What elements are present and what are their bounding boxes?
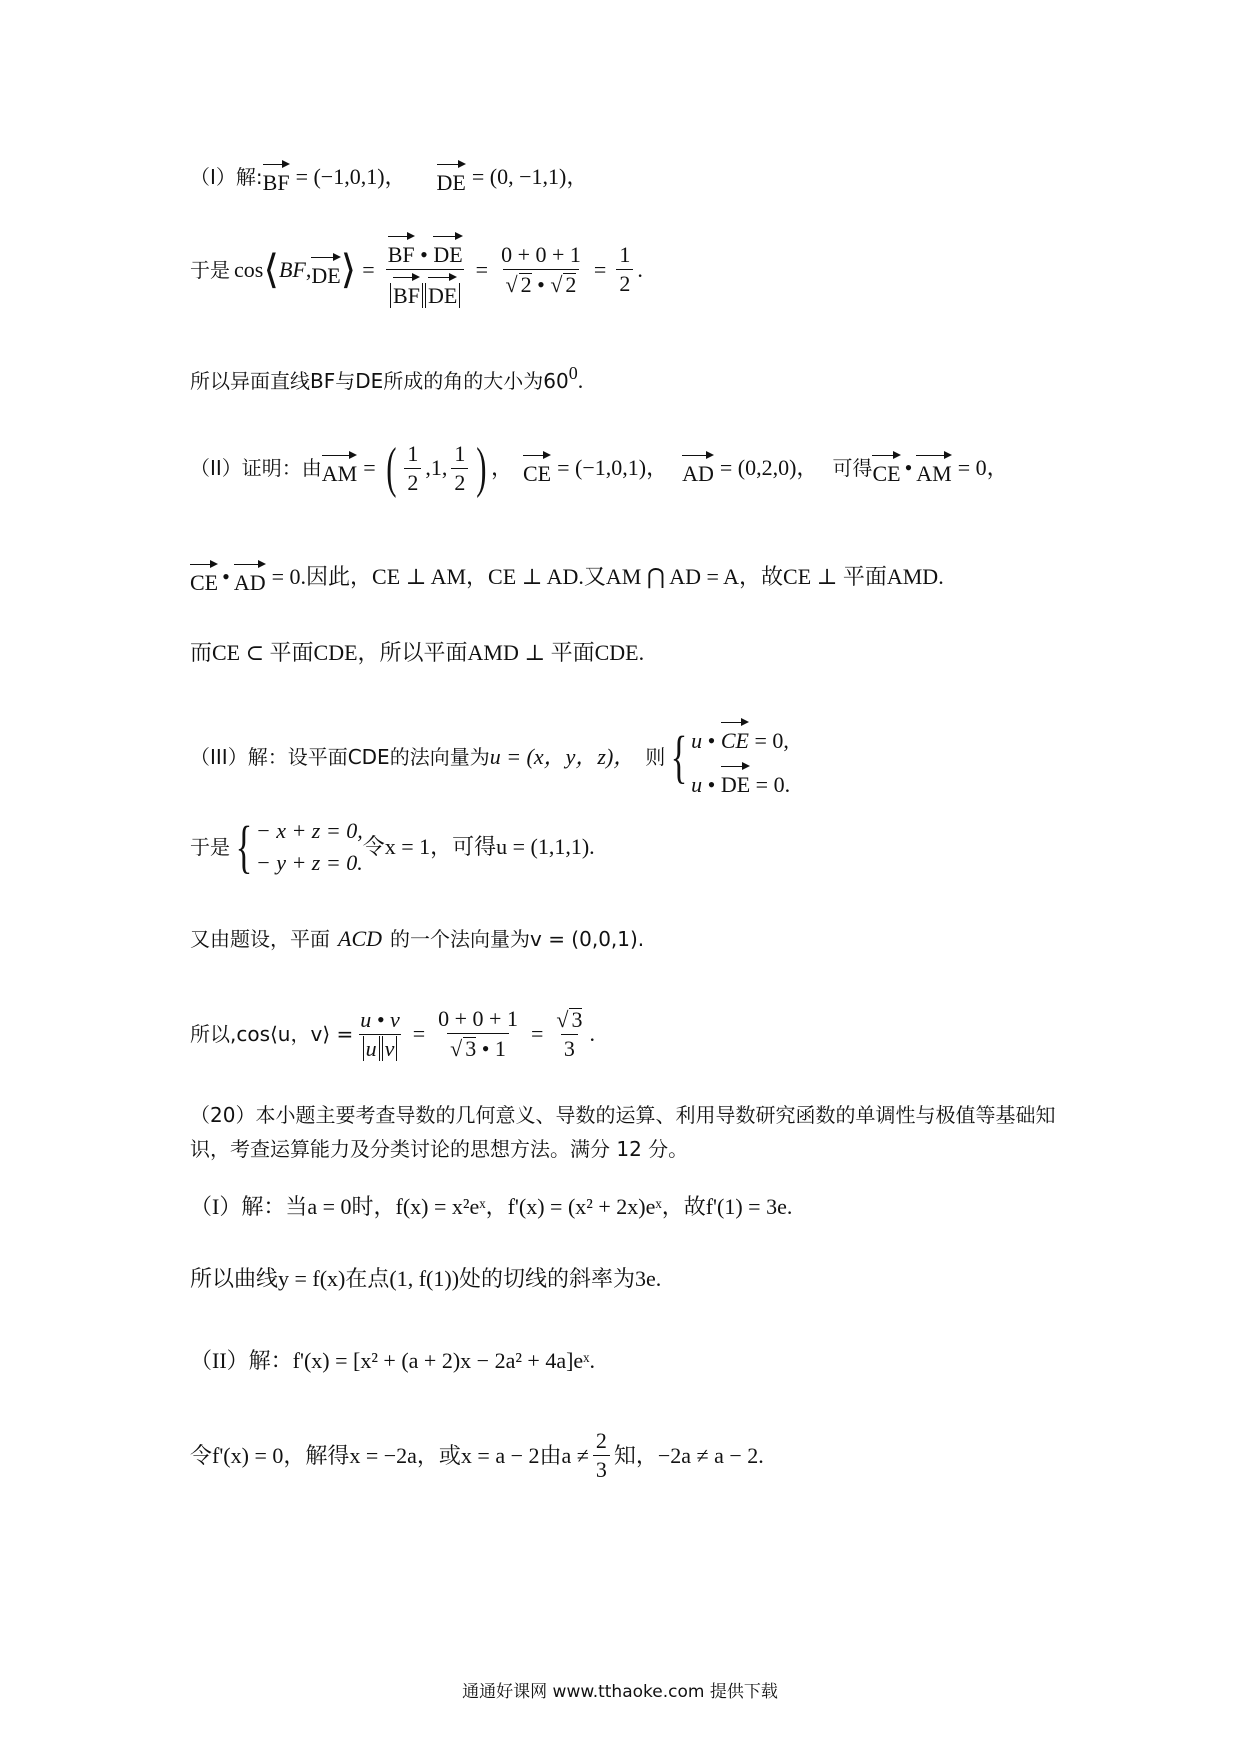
- text: .: [589, 1021, 595, 1046]
- line-7: [190, 718, 790, 796]
- line-8: [190, 814, 595, 879]
- text: = (−1,0,1)，: [295, 164, 407, 189]
- text: 于是: [190, 257, 230, 282]
- angle-bracket: ⟩: [340, 246, 357, 292]
- superscript: 0: [568, 363, 578, 383]
- line-4: [190, 437, 1009, 499]
- fraction: $\frac{0 + 0 + 1}{√ 2 • √ 2}$: [501, 241, 581, 297]
- line-1: [190, 160, 588, 194]
- fraction: $\frac{1}{2}$: [451, 443, 468, 494]
- text: （I）解:: [190, 165, 263, 189]
- fraction: $\frac{√ 3}{3}$: [556, 1007, 583, 1061]
- line-12: [190, 1268, 661, 1290]
- text: （I）解：当a = 0时，f(x) = x²eˣ，f'(x) = (x² + 2x)eˣ，故f'(1) = 3e.: [190, 1194, 793, 1219]
- text: =: [362, 256, 375, 282]
- text: .: [577, 368, 584, 393]
- vector-am: AM: [916, 451, 951, 485]
- text: 于是: [190, 835, 230, 859]
- fraction: $\frac{2}{3}$: [593, 1430, 610, 1481]
- line-6: [190, 642, 644, 664]
- text: =: [363, 455, 376, 480]
- paren: (: [385, 437, 397, 499]
- problem-20-intro: （20）本小题主要考查导数的几何意义、导数的运算、利用导数研究函数的单调性与极值等基础知识，考查运算能力及分类讨论的思想方法。满分 12 分。: [190, 1103, 1056, 1161]
- line-3: [190, 363, 584, 393]
- fraction: $\frac{u • v}{\text{u v}}$: [360, 1006, 400, 1061]
- text: 又由题设，平面: [190, 927, 330, 951]
- text: 可得: [832, 456, 873, 480]
- text: = (−1,0,1)，: [557, 455, 669, 480]
- footer: 通通好课网 www.tthaoke.com 提供下载: [462, 1682, 778, 1702]
- vector-de: DE: [437, 160, 466, 194]
- fraction: $\frac{1}{2}$: [404, 443, 421, 494]
- fraction: $\frac{BF • DE}{\text{BF DE}}$: [385, 232, 466, 307]
- text: 而CE ⊂ 平面CDE，所以平面AMD ⊥ 平面CDE.: [190, 640, 645, 665]
- text: =: [593, 256, 607, 282]
- text: BF,: [278, 256, 312, 282]
- text: = 0.因此，CE ⊥ AM，CE ⊥ AD.又AM ⋂ AD = A，故CE ⊥ 平面AMD.: [271, 564, 944, 589]
- line-14: [190, 1430, 764, 1481]
- line-9: [190, 928, 644, 950]
- line-13: [190, 1350, 595, 1372]
- angle-bracket: ⟨: [263, 246, 279, 292]
- text: 所以曲线y = f(x)在点(1, f(1))处的切线的斜率为3e.: [190, 1266, 662, 1291]
- vector-ce: CE: [190, 560, 218, 594]
- text: =: [412, 1021, 426, 1046]
- text: u = (x，y，z)，: [489, 744, 636, 769]
- text: 的一个法向量为v = (0,0,1).: [390, 927, 645, 951]
- fraction: $\frac{0 + 0 + 1}{√ 3 • 1}$: [438, 1006, 518, 1061]
- text: =: [530, 1021, 544, 1046]
- text: 令f'(x) = 0，解得x = −2a，或x = a − 2由a ≠: [190, 1442, 589, 1468]
- text: 令x = 1，可得u = (1,1,1).: [362, 834, 595, 859]
- fraction: $\frac{1}{2}$: [616, 244, 633, 295]
- vector-de: DE: [311, 253, 340, 287]
- text: =: [475, 256, 489, 282]
- text: = (0, −1,1)，: [471, 164, 589, 189]
- text: ACD: [338, 926, 382, 951]
- text: = (0,2,0)，: [719, 455, 819, 480]
- vector-am: AM: [322, 451, 357, 485]
- vector-ad: AD: [234, 560, 266, 594]
- line-5: [190, 560, 944, 594]
- vector-ce: CE: [872, 451, 900, 485]
- text: ，: [490, 455, 513, 480]
- line-11: [190, 1196, 792, 1218]
- text: .: [637, 256, 643, 282]
- text: 所以,cos⟨u，v⟩ =: [190, 1022, 354, 1046]
- text: 知，−2a ≠ a − 2.: [613, 1442, 764, 1468]
- text: •: [222, 564, 230, 589]
- text: 所以异面直线BF与DE所成的角的大小为60: [190, 369, 569, 393]
- line-10: [190, 1008, 595, 1060]
- text: cos: [234, 256, 264, 282]
- text: （III）解：设平面CDE的法向量为: [190, 745, 490, 769]
- vector-ce: CE: [523, 451, 551, 485]
- text: 则: [645, 745, 666, 769]
- text: （II）解：f'(x) = [x² + (a + 2)x − 2a² + 4a]eˣ.: [190, 1348, 596, 1373]
- text: = 0，: [957, 455, 1009, 480]
- text: ,1,: [425, 455, 448, 480]
- paren: ): [476, 437, 487, 499]
- line-2: [190, 232, 643, 307]
- text: •: [904, 455, 913, 480]
- equation-system: { u • CE = 0, u • DE = 0.: [665, 718, 790, 796]
- vector-ad: AD: [682, 451, 714, 485]
- vector-bf: BF: [263, 160, 290, 194]
- text: （II）证明：由: [190, 456, 322, 480]
- equation-system: { − x + z = 0, − y + z = 0.: [235, 814, 363, 879]
